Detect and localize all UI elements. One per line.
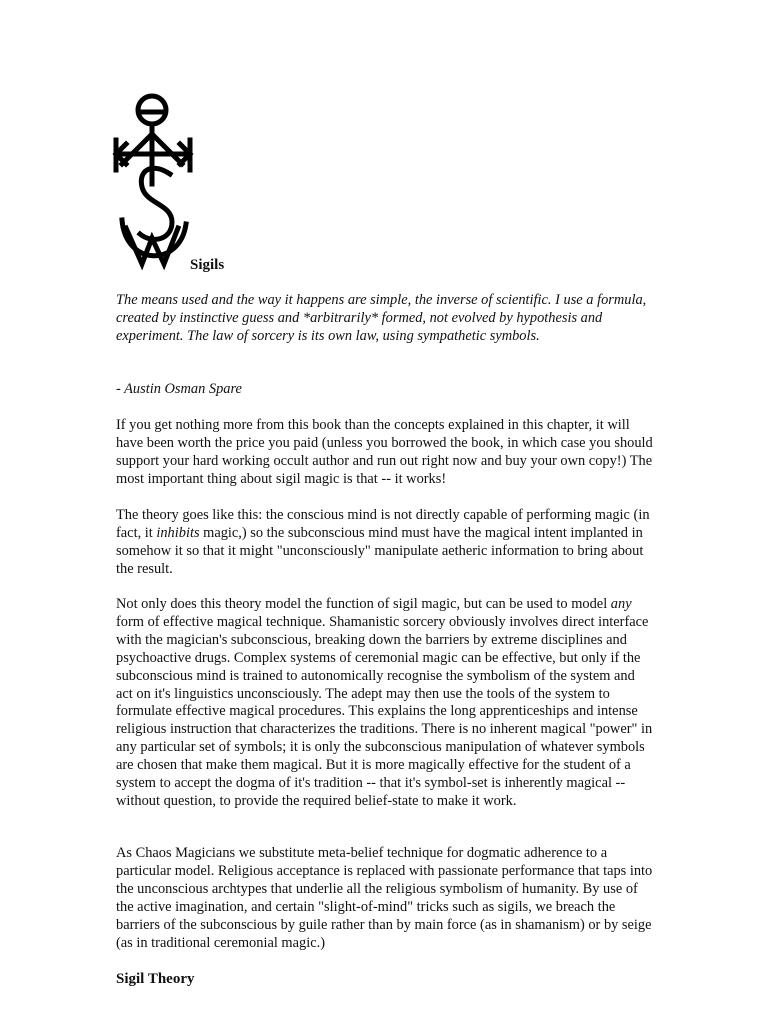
epigraph-quote: The means used and the way it happens are simple, the inverse of scientific. I use a formula, created by instinctive guess and *arbitrarily* formed, not evolved by hypothesis and experiment. The law of sorcery is its own law, using sympathetic symbols. <box>116 292 647 344</box>
paragraph-2-text-b: magic,) so the subconscious mind must have the magical intent implanted in somehow it so that it might "unconsciously" manipulate aetheric information to bring about the result. <box>116 524 644 577</box>
chapter-heading: Sigils <box>190 257 225 273</box>
paragraph-2 <box>116 507 654 579</box>
section-heading: Sigil Theory <box>116 971 195 987</box>
paragraph-3-emphasis: any <box>610 596 632 612</box>
paragraph-2-emphasis: inhibits <box>156 524 200 541</box>
paragraph-1: If you get nothing more from this book than the concepts explained in this chapter, it will have been worth the price you paid (unless you borrowed the book, in which case you should support your hard working occult author and run out right now and buy your own copy!) The most important thing about sigil magic is that -- it works! <box>116 417 653 487</box>
paragraph-2-text-a: The theory goes like this: the conscious mind is not directly capable of performing magic (in fact, it <box>116 507 650 541</box>
epigraph-attribution: - Austin Osman Spare <box>116 381 242 397</box>
sigil-image <box>112 92 194 274</box>
paragraph-4: As Chaos Magicians we substitute meta-belief technique for dogmatic adherence to a particular model. Religious acceptance is replaced with passionate performance that taps into the unconscious archtypes that underlie all the religious symbolism of humanity. By use of the active imagination, and certain "slight-of-mind" tricks such as sigils, we breach the barriers of the subconscious by guile rather than by main force (as in shamanism) or by seige (as in traditional ceremonial magic.) <box>116 845 653 951</box>
paragraph-3-text-a: Not only does this theory model the function of sigil magic, but can be used to model <box>116 596 611 612</box>
paragraph-3 <box>116 596 654 811</box>
paragraph-3-text-b: form of effective magical technique. Shamanistic sorcery obviously involves direct interface with the magician's subconscious, breaking down the barriers by extreme disciplines and psychoactive drugs. Complex systems of ceremonial magic can be effective, but only if the subconscious mind is trained to autonomically recognise the symbolism of the system and act on it's linguistics unconsciously. The adept may then use the tools of the system to formulate effective magical procedures. This explains the long apprenticeships and intense religious instruction that characterizes the traditions. There is no inherent magical "power" in any particular set of symbols; it is only the subconscious manipulation of whatever symbols are chosen that make them magical. But it is more magically effective for the student of a system to accept the dogma of it's tradition -- that it's symbol-set is inherently magical -- without question, to provide the required belief-state to make it work. <box>116 613 653 809</box>
